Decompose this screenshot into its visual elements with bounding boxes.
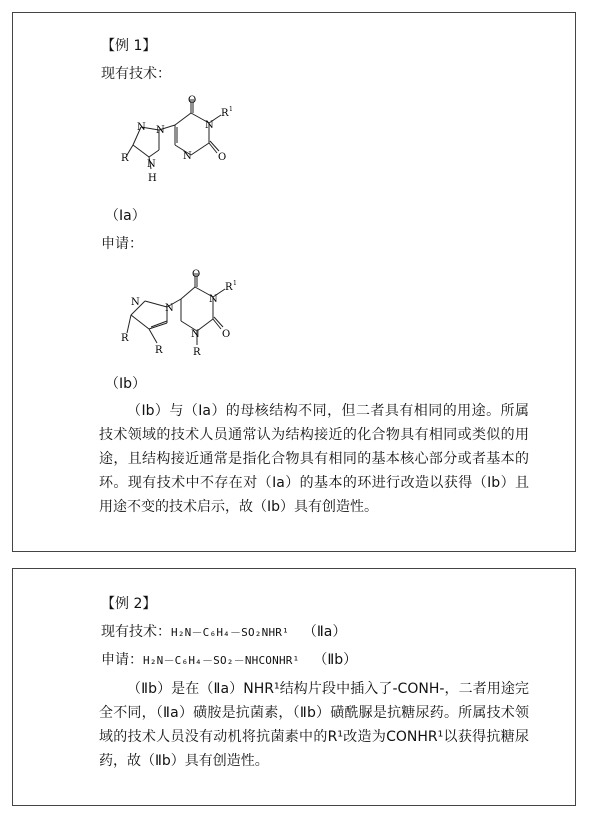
atom-n: N — [191, 329, 200, 340]
compound-id-iia: （Ⅱa） — [302, 624, 347, 640]
atom-o: O — [222, 329, 231, 340]
atom-n: N — [131, 297, 140, 308]
atom-r: R — [121, 333, 129, 344]
atom-o: O — [188, 95, 197, 106]
example-1-heading: 【例 1】 — [101, 38, 157, 54]
prior-art-row — [101, 623, 346, 642]
atom-h: H — [148, 173, 157, 184]
application-row — [101, 651, 357, 670]
atom-o: O — [218, 152, 227, 163]
structure-ia-diagram — [111, 95, 241, 187]
example-2-heading: 【例 2】 — [101, 596, 157, 612]
formula-iib: H₂N－C₆H₄－SO₂－NHCONHR¹ — [143, 654, 300, 667]
structure-ib-diagram — [109, 267, 249, 357]
atom-n: N — [147, 159, 156, 170]
formula-iia: H₂N－C₆H₄－SO₂NHR¹ — [171, 626, 289, 639]
atom-n: N — [137, 122, 146, 133]
atom-n: N — [165, 303, 174, 314]
atom-r1: R — [225, 282, 233, 293]
structure-ia-label: （Ia） — [105, 208, 146, 224]
atom-n: N — [183, 151, 192, 162]
atom-r: R — [193, 347, 201, 357]
prior-art-label: 现有技术： — [101, 66, 171, 82]
atom-o: O — [192, 269, 201, 280]
atom-n: N — [205, 120, 214, 131]
atom-r: R — [121, 153, 129, 164]
compound-id-iib: （Ⅱb） — [313, 652, 358, 668]
atom-n: N — [209, 294, 218, 305]
atom-r1-sup: 1 — [233, 280, 237, 287]
atom-r1: R — [221, 108, 229, 119]
atom-r1-sup: 1 — [229, 106, 233, 113]
atom-n: N — [156, 125, 165, 136]
example-1-paragraph: （Ib）与（Ia）的母核结构不同，但二者具有相同的用途。所属技术领域的技术人员通常认为结构接近的化合物具有相同或类似的用途，且结构接近通常是指化合物具有相同的基本核心部分或者基本的环。现有技术中不存在对（Ia）的基本的环进行改造以获得（Ib）且用途不变的技术启示，故（Ib）具有创造性。 — [99, 403, 529, 515]
example-2-paragraph: （Ⅱb）是在（Ⅱa）NHR¹结构片段中插入了-CONH-，二者用途完全不同，（Ⅱa）磺胺是抗菌素，（Ⅱb）磺酰脲是抗糖尿药。所属技术领域的技术人员没有动机将抗菌素中的R¹改造为CONHR¹以获得抗糖尿药，故（Ⅱb）具有创造性。 — [99, 681, 529, 769]
application-label: 申请： — [101, 236, 143, 252]
example-1-box — [12, 12, 576, 552]
application-label: 申请： — [101, 652, 143, 668]
prior-art-label: 现有技术： — [101, 624, 171, 640]
atom-r: R — [155, 345, 163, 356]
example-2-box — [12, 568, 576, 806]
structure-ib-label: （Ib） — [105, 376, 147, 392]
